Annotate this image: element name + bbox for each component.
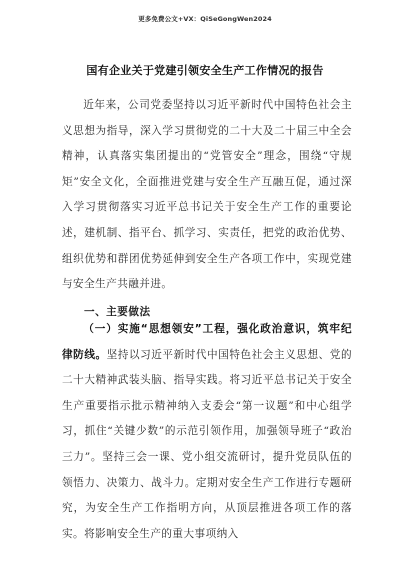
subsection-lead: （一）实施“思想领安”工程，强化政治意识，筑牢纪律防线。 <box>62 323 352 361</box>
intro-paragraph: 近年来，公司党委坚持以习近平新时代中国特色社会主义思想为指导，深入学习贯彻党的二十大及二十届三中全会精神，认真落实集团提出的“党管安全”理念，围绕“守规矩”安全文化，全面推进党建与安全生产互融互促，通过深入学习贯彻落实习近平总书记关于安全生产工作的重要论述，建机制、指平台、抓学习、实责任，把党的政治优势、组织优势和群团优势延伸到安全生产各项工作中，实现党建与安全生产共融并进。 <box>62 99 352 291</box>
subsection-text: 坚持以习近平新时代中国特色社会主义思想、党的二十大精神武装头脑、指导实践。将习近平总书记关于安全生产重要指示批示精神纳入支委会“第一议题”和中心组学习，抓住“关键少数”的示范引领作用，加强领导班子“政治三力”。坚持三会一课、党小组交流研讨，提升党员队伍的领悟力、决策力、战斗力。定期对安全生产工作进行专题研究，为安全生产工作指明方向，从顶层推进各项工作的落实。将影响安全生产的重大事项纳入 <box>62 348 352 540</box>
section-heading: 一、主要做法 <box>84 306 151 318</box>
document-title: 国有企业关于党建引领安全生产工作情况的报告 <box>86 64 324 77</box>
header-watermark: 更多免费公文+VX：QiSeGongWen2024 <box>138 15 272 23</box>
subsection-paragraph <box>62 317 352 547</box>
